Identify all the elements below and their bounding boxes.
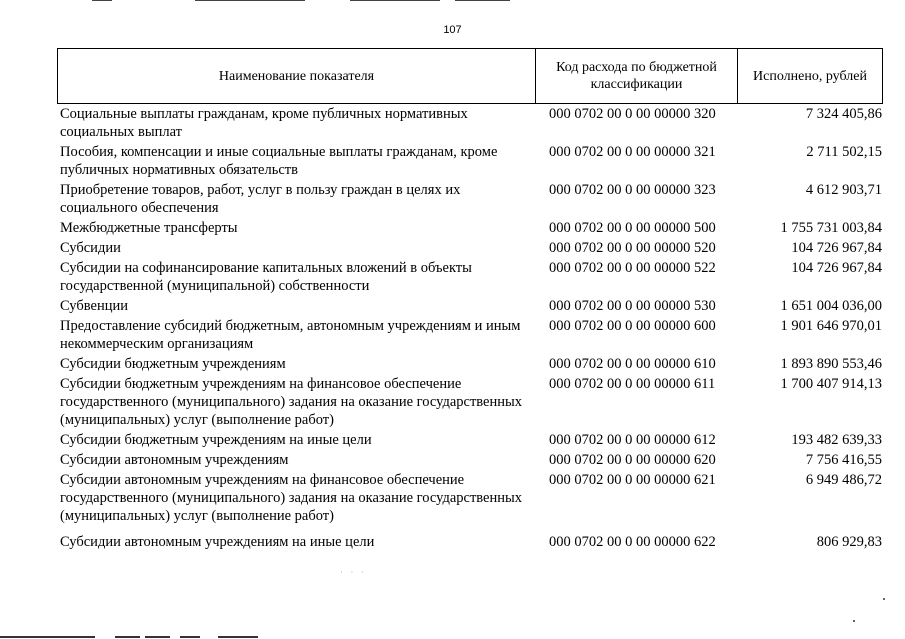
table-row (60, 181, 882, 217)
table-header (57, 48, 883, 104)
row-name: Субсидии автономным учреждениям на финансовое обеспечение государственного (муниципального) задания на оказание государственных (муниципальных) услуг (выполнение работ) (60, 472, 522, 524)
row-amount: 6 949 486,72 (805, 472, 882, 488)
table-row (60, 317, 882, 353)
row-name: Межбюджетные трансферты (60, 220, 238, 236)
table-body (60, 105, 882, 553)
row-amount: 1 893 890 553,46 (780, 356, 882, 372)
header-indicator-name: Наименование показателя (58, 49, 536, 103)
header-executed-amount: Исполнено, рублей (753, 68, 867, 84)
row-name: Пособия, компенсации и иные социальные выплаты гражданам, кроме публичных нормативных обязательств (60, 144, 498, 178)
table-row (60, 219, 882, 237)
row-amount: 1 901 646 970,01 (780, 318, 882, 334)
page-number: 107 (443, 24, 462, 36)
row-code: 000 0702 00 0 00 00000 320 (549, 106, 716, 122)
row-code: 000 0702 00 0 00 00000 323 (549, 182, 716, 198)
row-code: 000 0702 00 0 00 00000 600 (549, 318, 716, 334)
table-row (60, 451, 882, 469)
table-row (60, 105, 882, 141)
row-code: 000 0702 00 0 00 00000 622 (549, 534, 716, 550)
row-name: Субсидии на софинансирование капитальных вложений в объекты государственной (муниципальной) собственности (60, 260, 472, 294)
row-code: 000 0702 00 0 00 00000 611 (549, 376, 716, 392)
row-amount: 7 324 405,86 (805, 106, 882, 122)
scan-speck (883, 598, 885, 600)
table-row (60, 259, 882, 295)
table-row (60, 239, 882, 257)
row-name: Субвенции (60, 298, 128, 314)
row-amount: 1 700 407 914,13 (780, 376, 882, 392)
row-amount: 1 755 731 003,84 (780, 220, 882, 236)
row-code: 000 0702 00 0 00 00000 321 (549, 144, 716, 160)
scan-speck (853, 620, 855, 622)
header-budget-code: Код расхода по бюджетной классификации (536, 49, 738, 103)
row-code: 000 0702 00 0 00 00000 522 (549, 260, 716, 276)
scan-edge-marks-top (0, 0, 905, 4)
row-name: Социальные выплаты гражданам, кроме публичных нормативных социальных выплат (60, 106, 468, 140)
table-row (60, 533, 882, 551)
row-name: Субсидии (60, 240, 121, 256)
table-row (60, 355, 882, 373)
row-amount: 104 726 967,84 (791, 240, 882, 256)
row-amount: 4 612 903,71 (805, 182, 882, 198)
row-amount: 806 929,83 (816, 534, 882, 550)
row-name: Приобретение товаров, работ, услуг в пользу граждан в целях их социального обеспечения (60, 182, 461, 216)
row-name: Субсидии автономным учреждениям на иные цели (60, 534, 375, 550)
row-amount: 104 726 967,84 (791, 260, 882, 276)
row-name: Субсидии бюджетным учреждениям на финансовое обеспечение государственного (муниципального) задания на оказание государственных (муниципальных) услуг (выполнение работ) (60, 376, 522, 428)
table-row (60, 143, 882, 179)
table-row (60, 375, 882, 429)
row-code: 000 0702 00 0 00 00000 612 (549, 432, 716, 448)
row-name: Субсидии автономным учреждениям (60, 452, 289, 468)
row-amount: 7 756 416,55 (805, 452, 882, 468)
row-code: 000 0702 00 0 00 00000 530 (549, 298, 716, 314)
row-name: Субсидии бюджетным учреждениям (60, 356, 286, 372)
scan-specks: · · · (340, 568, 367, 577)
row-amount: 193 482 639,33 (791, 432, 882, 448)
row-name: Субсидии бюджетным учреждениям на иные цели (60, 432, 372, 448)
row-amount: 1 651 004 036,00 (780, 298, 882, 314)
table-row (60, 297, 882, 315)
row-code: 000 0702 00 0 00 00000 520 (549, 240, 716, 256)
row-code: 000 0702 00 0 00 00000 620 (549, 452, 716, 468)
table-row (60, 471, 882, 525)
row-code: 000 0702 00 0 00 00000 621 (549, 472, 716, 488)
row-code: 000 0702 00 0 00 00000 500 (549, 220, 716, 236)
row-code: 000 0702 00 0 00 00000 610 (549, 356, 716, 372)
scan-edge-marks-bottom (0, 635, 905, 639)
row-amount: 2 711 502,15 (806, 144, 882, 160)
row-name: Предоставление субсидий бюджетным, автономным учреждениям и иным некоммерческим организациям (60, 318, 521, 352)
table-row (60, 431, 882, 449)
